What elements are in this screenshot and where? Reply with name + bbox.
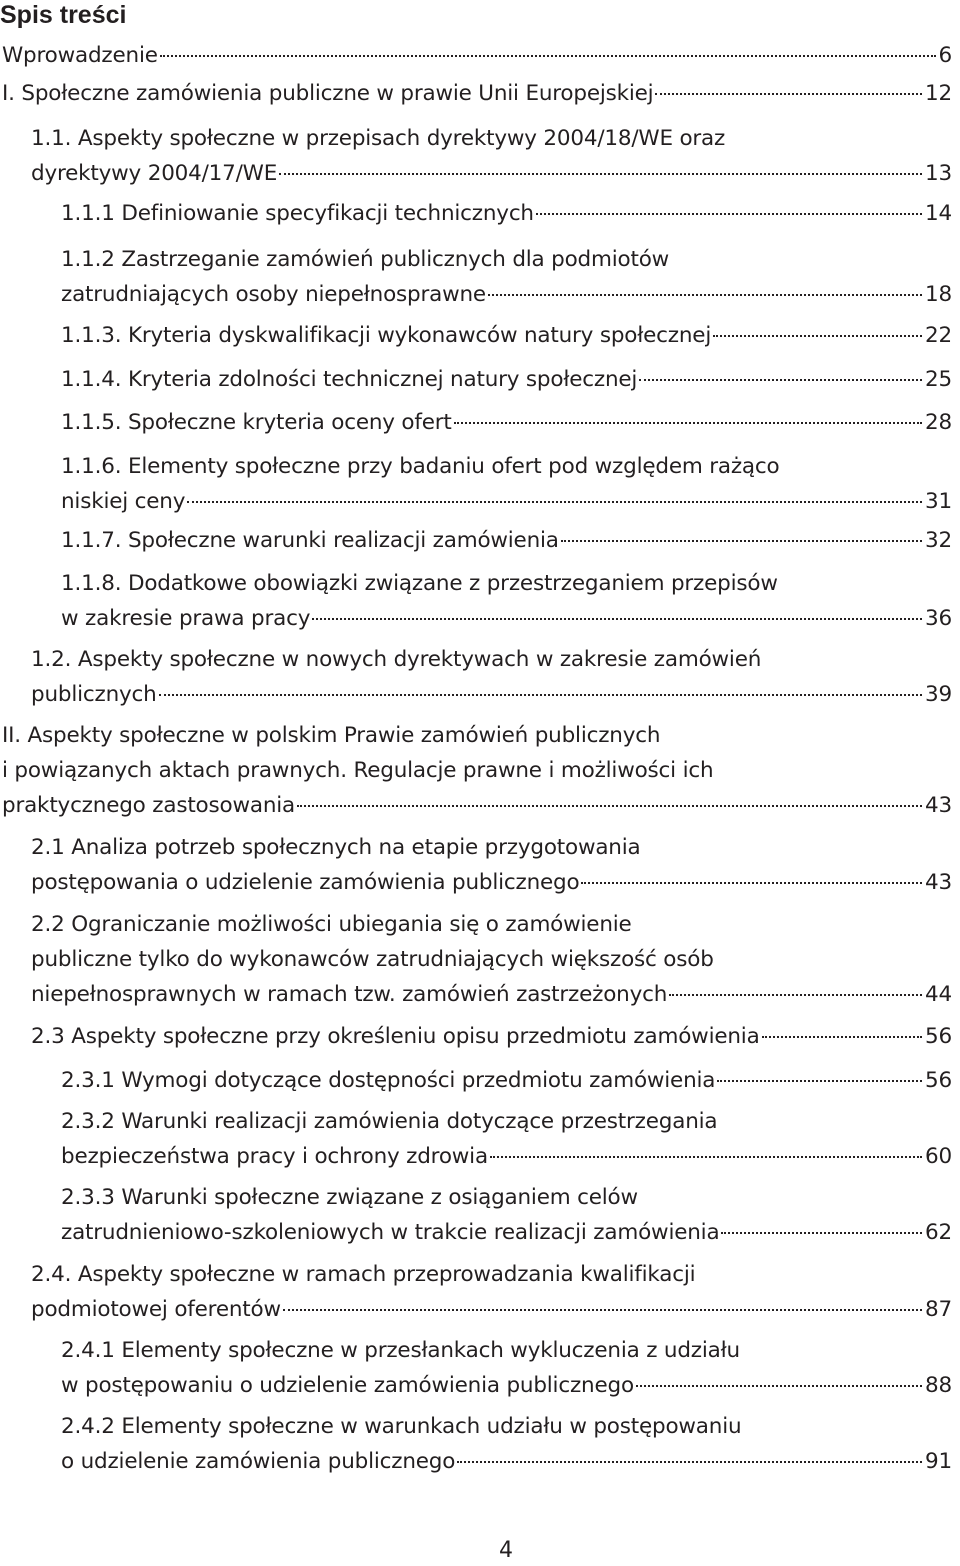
dot-leader [717, 1080, 922, 1082]
toc-entry-page: 18 [925, 282, 952, 307]
toc-entry-page: 56 [925, 1068, 952, 1093]
dot-leader [536, 213, 922, 215]
dot-leader [669, 994, 922, 996]
toc-entry-title: w postępowaniu o udzielenie zamówienia publicznego [61, 1373, 634, 1398]
toc-entry-page: 62 [925, 1220, 952, 1245]
toc-entry[interactable] [61, 449, 952, 519]
toc-entry-title: 1.1.6. Elementy społeczne przy badaniu ofert pod względem rażąco [61, 454, 780, 479]
toc-entry-page: 13 [925, 161, 952, 186]
toc-entry[interactable] [61, 1104, 952, 1174]
toc-entry-title: 2.4.2 Elementy społeczne w warunkach udziału w postępowaniu [61, 1414, 742, 1439]
dot-leader [454, 422, 922, 424]
toc-entry-title: niepełnosprawnych w ramach tzw. zamówień zastrzeżonych [31, 982, 668, 1007]
toc-entry-page: 87 [925, 1297, 952, 1322]
toc-entry-page: 44 [925, 982, 952, 1007]
toc-entry-title: 1.1.4. Kryteria zdolności technicznej natury społecznej [61, 367, 638, 392]
toc-entry-title: I. Społeczne zamówienia publiczne w prawie Unii Europejskiej [2, 81, 654, 106]
toc-entry-page: 91 [925, 1449, 952, 1474]
toc-entry-title: 2.2 Ograniczanie możliwości ubiegania się o zamówienie [31, 912, 632, 937]
toc-entry-title: II. Aspekty społeczne w polskim Prawie zamówień publicznych [2, 723, 661, 748]
toc-entry-title: 1.1. Aspekty społeczne w przepisach dyrektywy 2004/18/WE oraz [31, 126, 726, 151]
page-number: 4 [499, 1538, 513, 1563]
toc-entry[interactable] [61, 405, 952, 440]
dot-leader [187, 501, 922, 503]
toc-entry-title: i powiązanych aktach prawnych. Regulacje prawne i możliwości ich [2, 758, 714, 783]
toc-entry-page: 25 [925, 367, 952, 392]
toc-entry-title: 2.1 Analiza potrzeb społecznych na etapie przygotowania [31, 835, 641, 860]
toc-entry[interactable] [31, 830, 952, 900]
toc-entry[interactable] [61, 1333, 952, 1403]
toc-entry-title: bezpieczeństwa pracy i ochrony zdrowia [61, 1144, 488, 1169]
toc-entry[interactable] [61, 1063, 952, 1098]
dot-leader [159, 694, 922, 696]
toc-entry-title: 1.1.8. Dodatkowe obowiązki związane z przestrzeganiem przepisów [61, 571, 778, 596]
dot-leader [488, 294, 922, 296]
toc-entry-title: 2.4.1 Elementy społeczne w przesłankach wykluczenia z udziału [61, 1338, 740, 1363]
dot-leader [297, 805, 922, 807]
toc-entry-title: o udzielenie zamówienia publicznego [61, 1449, 456, 1474]
toc-entry-title: 1.1.2 Zastrzeganie zamówień publicznych dla podmiotów [61, 247, 670, 272]
toc-entry-title: postępowania o udzielenie zamówienia publicznego [31, 870, 580, 895]
dot-leader [639, 379, 922, 381]
toc-entry-title: 2.3 Aspekty społeczne przy określeniu opisu przedmiotu zamówienia [31, 1024, 760, 1049]
toc-entry-title: 1.1.5. Społeczne kryteria oceny ofert [61, 410, 452, 435]
toc-entry-title: podmiotowej oferentów [31, 1297, 281, 1322]
toc-entry[interactable] [61, 242, 952, 312]
toc-entry-title: 2.3.2 Warunki realizacji zamówienia dotyczące przestrzegania [61, 1109, 718, 1134]
toc-entry[interactable] [61, 566, 952, 636]
toc-entry[interactable] [61, 362, 952, 397]
toc-entry-page: 56 [925, 1024, 952, 1049]
toc-entry[interactable] [61, 1180, 952, 1250]
toc-entry-title: 2.3.1 Wymogi dotyczące dostępności przedmiotu zamówienia [61, 1068, 716, 1093]
dot-leader [490, 1156, 922, 1158]
dot-leader [160, 55, 936, 57]
toc-entry-title: zatrudnieniowo-szkoleniowych w trakcie realizacji zamówienia [61, 1220, 720, 1245]
toc-entry-page: 31 [925, 489, 952, 514]
toc-entry-page: 88 [925, 1373, 952, 1398]
dot-leader [561, 540, 922, 542]
toc-entry-page: 36 [925, 606, 952, 631]
toc-entry-title: praktycznego zastosowania [2, 793, 295, 818]
dot-leader [457, 1461, 922, 1463]
dot-leader [279, 173, 922, 175]
dot-leader [312, 618, 922, 620]
toc-entry-page: 43 [925, 793, 952, 818]
toc-entry-title: niskiej ceny [61, 489, 186, 514]
toc-entry[interactable] [31, 907, 952, 1012]
toc-entry-page: 32 [925, 528, 952, 553]
toc-entry[interactable] [2, 76, 952, 111]
toc-entry[interactable] [2, 38, 952, 73]
toc-entry[interactable] [2, 718, 952, 823]
toc-entry[interactable] [61, 318, 952, 353]
toc-entry-page: 12 [925, 81, 952, 106]
toc-entry[interactable] [61, 196, 952, 231]
dot-leader [721, 1232, 922, 1234]
dot-leader [762, 1036, 922, 1038]
toc-entry-title: publicznych [31, 682, 157, 707]
toc-entry-page: 6 [938, 43, 952, 68]
toc-entry[interactable] [31, 642, 952, 712]
toc-entry[interactable] [31, 121, 952, 191]
toc-entry[interactable] [61, 523, 952, 558]
toc-entry-title: 2.4. Aspekty społeczne w ramach przeprowadzania kwalifikacji [31, 1262, 696, 1287]
toc-entry-page: 39 [925, 682, 952, 707]
toc-entry[interactable] [31, 1257, 952, 1327]
dot-leader [283, 1309, 922, 1311]
toc-title: Spis treści [0, 1, 127, 29]
toc-entry[interactable] [61, 1409, 952, 1479]
toc-entry-title: 2.3.3 Warunki społeczne związane z osiąganiem celów [61, 1185, 638, 1210]
toc-entry-title: 1.1.1 Definiowanie specyfikacji technicznych [61, 201, 534, 226]
toc-entry-title: dyrektywy 2004/17/WE [31, 161, 278, 186]
toc-entry-title: publiczne tylko do wykonawców zatrudniających większość osób [31, 947, 714, 972]
toc-entry-title: w zakresie prawa pracy [61, 606, 311, 631]
toc-entry-title: Wprowadzenie [2, 43, 158, 68]
toc-entry-page: 14 [925, 201, 952, 226]
dot-leader [581, 882, 922, 884]
toc-entry-page: 22 [925, 323, 952, 348]
dot-leader [636, 1385, 922, 1387]
dot-leader [713, 335, 922, 337]
toc-entry-title: zatrudniających osoby niepełnosprawne [61, 282, 486, 307]
toc-entry-page: 43 [925, 870, 952, 895]
dot-leader [655, 93, 922, 95]
toc-entry[interactable] [31, 1019, 952, 1054]
toc-entry-title: 1.1.7. Społeczne warunki realizacji zamówienia [61, 528, 559, 553]
toc-entry-page: 60 [925, 1144, 952, 1169]
toc-entry-title: 1.2. Aspekty społeczne w nowych dyrektywach w zakresie zamówień [31, 647, 762, 672]
toc-entry-page: 28 [925, 410, 952, 435]
toc-entry-title: 1.1.3. Kryteria dyskwalifikacji wykonawców natury społecznej [61, 323, 712, 348]
